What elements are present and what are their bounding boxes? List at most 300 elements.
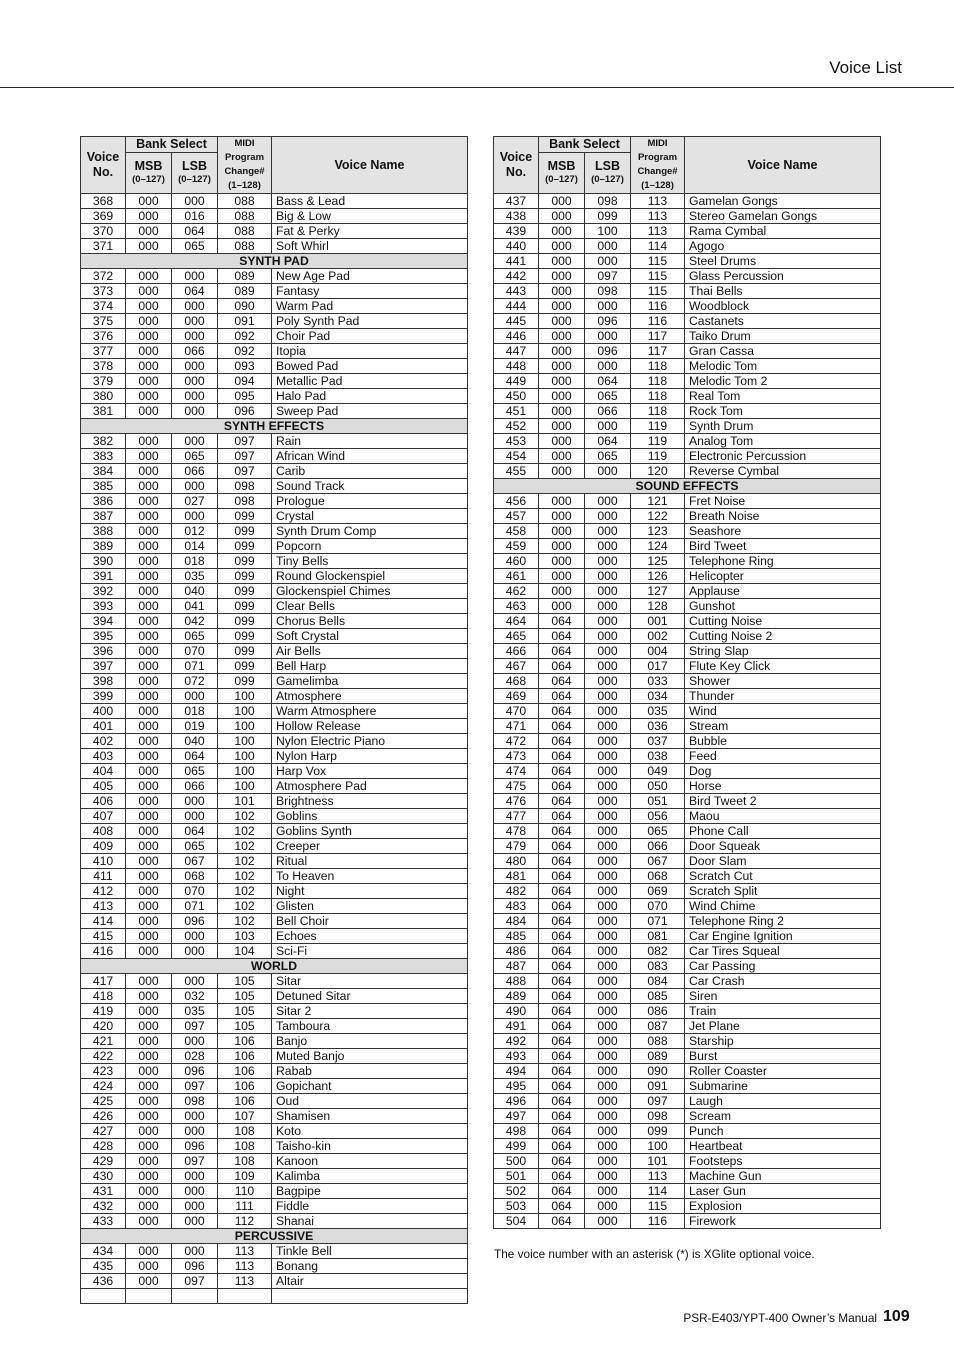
col-voice-name: Voice Name <box>685 137 881 194</box>
lsb-cell: 000 <box>585 839 631 854</box>
voice-no-cell: 491 <box>494 1019 539 1034</box>
voice-no-cell: 497 <box>494 1109 539 1124</box>
table-row <box>81 794 468 809</box>
lsb-cell: 000 <box>172 1169 218 1184</box>
msb-cell: 000 <box>126 374 172 389</box>
voice-name-cell: Atmosphere Pad <box>272 779 468 794</box>
program-cell: 088 <box>218 239 272 254</box>
program-cell: 108 <box>218 1124 272 1139</box>
msb-cell: 000 <box>539 584 585 599</box>
category-row <box>81 419 468 434</box>
voice-no-cell: 494 <box>494 1064 539 1079</box>
program-cell: 105 <box>218 989 272 1004</box>
table-row <box>81 869 468 884</box>
voice-name-cell: New Age Pad <box>272 269 468 284</box>
msb-cell: 064 <box>539 779 585 794</box>
voice-no-cell: 394 <box>81 614 126 629</box>
voice-no-cell: 480 <box>494 854 539 869</box>
program-cell: 088 <box>218 209 272 224</box>
program-cell: 119 <box>631 449 685 464</box>
table-row <box>81 1109 468 1124</box>
msb-cell: 000 <box>539 269 585 284</box>
program-cell: 115 <box>631 284 685 299</box>
voice-table-right <box>493 136 881 1229</box>
table-row <box>81 194 468 209</box>
msb-cell: 000 <box>126 299 172 314</box>
msb-cell: 064 <box>539 1139 585 1154</box>
program-cell: 089 <box>218 269 272 284</box>
msb-cell: 000 <box>539 194 585 209</box>
col-voice-name: Voice Name <box>272 137 468 194</box>
msb-label: MSB <box>547 159 576 173</box>
lsb-cell: 064 <box>585 374 631 389</box>
category-row <box>81 959 468 974</box>
msb-cell: 064 <box>539 944 585 959</box>
voice-name-cell: Dog <box>685 764 881 779</box>
voice-name-cell: Cutting Noise <box>685 614 881 629</box>
lsb-cell: 000 <box>172 299 218 314</box>
lsb-cell: 000 <box>585 584 631 599</box>
voice-no-cell: 476 <box>494 794 539 809</box>
lsb-cell: 068 <box>172 869 218 884</box>
lsb-cell: 000 <box>172 314 218 329</box>
lsb-cell: 064 <box>172 824 218 839</box>
program-cell: 101 <box>218 794 272 809</box>
program-cell: 037 <box>631 734 685 749</box>
category-row <box>81 254 468 269</box>
lsb-cell: 000 <box>585 809 631 824</box>
program-cell: 100 <box>218 749 272 764</box>
voice-no-cell: 488 <box>494 974 539 989</box>
msb-range: (0–127) <box>545 174 578 185</box>
lsb-cell: 096 <box>172 1139 218 1154</box>
program-cell: 106 <box>218 1049 272 1064</box>
program-cell: 097 <box>218 464 272 479</box>
lsb-cell: 000 <box>585 1034 631 1049</box>
voice-name-cell: Rock Tom <box>685 404 881 419</box>
table-row <box>81 1124 468 1139</box>
program-cell: 128 <box>631 599 685 614</box>
voice-no-cell: 453 <box>494 434 539 449</box>
lsb-cell: 000 <box>585 989 631 1004</box>
lsb-cell: 064 <box>172 749 218 764</box>
table-row <box>81 839 468 854</box>
lsb-cell: 000 <box>585 824 631 839</box>
voice-no-cell: 383 <box>81 449 126 464</box>
lsb-cell: 070 <box>172 884 218 899</box>
voice-name-cell: Car Crash <box>685 974 881 989</box>
voice-name-cell: Warm Atmosphere <box>272 704 468 719</box>
program-cell: 099 <box>218 644 272 659</box>
voice-no-cell: 481 <box>494 869 539 884</box>
table-row <box>494 644 881 659</box>
voice-name-cell: Shamisen <box>272 1109 468 1124</box>
category-label: SYNTH PAD <box>81 254 468 269</box>
lsb-cell: 000 <box>585 614 631 629</box>
manual-name: PSR-E403/YPT-400 Owner’s Manual <box>683 1311 877 1325</box>
table-row <box>81 599 468 614</box>
msb-cell: 064 <box>539 659 585 674</box>
lsb-cell: 065 <box>172 239 218 254</box>
table-row <box>81 464 468 479</box>
voice-no-cell: 402 <box>81 734 126 749</box>
voice-no-cell: 404 <box>81 764 126 779</box>
table-row <box>494 269 881 284</box>
col-bank-select: Bank Select <box>126 137 218 153</box>
voice-no-cell: 431 <box>81 1184 126 1199</box>
program-cell: 102 <box>218 869 272 884</box>
msb-cell: 064 <box>539 734 585 749</box>
msb-cell: 064 <box>539 899 585 914</box>
msb-cell: 000 <box>126 314 172 329</box>
table-row <box>81 914 468 929</box>
voice-name-cell: Fantasy <box>272 284 468 299</box>
program-cell: 070 <box>631 899 685 914</box>
voice-no-cell: 489 <box>494 989 539 1004</box>
msb-cell: 064 <box>539 824 585 839</box>
msb-cell: 064 <box>539 929 585 944</box>
col-lsb <box>172 153 218 194</box>
voice-no-cell: 483 <box>494 899 539 914</box>
program-cell: 096 <box>218 404 272 419</box>
msb-cell: 000 <box>126 1274 172 1289</box>
program-cell: 017 <box>631 659 685 674</box>
voice-name-cell: Machine Gun <box>685 1169 881 1184</box>
lsb-cell: 000 <box>585 689 631 704</box>
program-cell: 102 <box>218 839 272 854</box>
lsb-cell: 000 <box>585 524 631 539</box>
lsb-cell: 032 <box>172 989 218 1004</box>
msb-cell: 064 <box>539 794 585 809</box>
voice-name-cell: Heartbeat <box>685 1139 881 1154</box>
voice-no-cell: 426 <box>81 1109 126 1124</box>
lsb-cell: 000 <box>585 599 631 614</box>
voice-name-cell: Taiko Drum <box>685 329 881 344</box>
program-cell: 091 <box>218 314 272 329</box>
voice-no-cell: 499 <box>494 1139 539 1154</box>
program-cell: 104 <box>218 944 272 959</box>
voice-name-cell: Cutting Noise 2 <box>685 629 881 644</box>
voice-name-cell: Submarine <box>685 1079 881 1094</box>
voice-no-cell: 473 <box>494 749 539 764</box>
msb-cell: 000 <box>126 434 172 449</box>
lsb-cell: 000 <box>172 1109 218 1124</box>
lsb-cell: 000 <box>585 794 631 809</box>
msb-cell: 000 <box>539 299 585 314</box>
voice-name-cell: Choir Pad <box>272 329 468 344</box>
msb-cell <box>126 1289 172 1304</box>
lsb-cell: 097 <box>172 1079 218 1094</box>
voice-name-cell: Steel Drums <box>685 254 881 269</box>
program-cell: 094 <box>218 374 272 389</box>
voice-name-cell: Echoes <box>272 929 468 944</box>
table-row <box>494 719 881 734</box>
voice-name-cell: Car Tires Squeal <box>685 944 881 959</box>
table-row <box>494 389 881 404</box>
msb-cell: 000 <box>126 794 172 809</box>
msb-cell: 064 <box>539 1214 585 1229</box>
voice-no-cell: 467 <box>494 659 539 674</box>
lsb-cell: 000 <box>585 884 631 899</box>
voice-name-cell: Ritual <box>272 854 468 869</box>
program-cell: 115 <box>631 254 685 269</box>
lsb-cell: 000 <box>585 1139 631 1154</box>
voice-no-cell: 450 <box>494 389 539 404</box>
voice-no-cell: 475 <box>494 779 539 794</box>
voice-no-cell: 448 <box>494 359 539 374</box>
program-cell: 110 <box>218 1184 272 1199</box>
voice-no-cell: 470 <box>494 704 539 719</box>
program-cell: 118 <box>631 374 685 389</box>
lsb-cell: 071 <box>172 659 218 674</box>
program-cell: 105 <box>218 1004 272 1019</box>
voice-no-cell: 463 <box>494 599 539 614</box>
voice-no-cell: 396 <box>81 644 126 659</box>
program-cell: 001 <box>631 614 685 629</box>
voice-name-cell: Scream <box>685 1109 881 1124</box>
table-row <box>81 449 468 464</box>
program-cell: 069 <box>631 884 685 899</box>
voice-name-cell: Sound Track <box>272 479 468 494</box>
msb-cell: 000 <box>126 1199 172 1214</box>
msb-cell: 064 <box>539 1034 585 1049</box>
msb-cell: 000 <box>126 1259 172 1274</box>
lsb-cell: 000 <box>585 1094 631 1109</box>
lsb-cell: 000 <box>585 1004 631 1019</box>
voice-name-cell: Phone Call <box>685 824 881 839</box>
msb-cell: 000 <box>539 254 585 269</box>
table-row <box>81 719 468 734</box>
voice-no-cell: 428 <box>81 1139 126 1154</box>
msb-cell: 000 <box>539 464 585 479</box>
category-row <box>81 1229 468 1244</box>
lsb-cell: 000 <box>172 1184 218 1199</box>
table-row <box>81 1079 468 1094</box>
lsb-cell: 035 <box>172 1004 218 1019</box>
voice-no-cell: 454 <box>494 449 539 464</box>
lsb-cell: 066 <box>585 404 631 419</box>
voice-name-cell: Rain <box>272 434 468 449</box>
msb-range: (0–127) <box>132 174 165 185</box>
lsb-cell: 097 <box>172 1019 218 1034</box>
voice-name-cell: Taisho-kin <box>272 1139 468 1154</box>
msb-cell: 064 <box>539 959 585 974</box>
table-row <box>494 944 881 959</box>
msb-cell: 000 <box>126 239 172 254</box>
program-cell: 100 <box>631 1139 685 1154</box>
lsb-cell: 000 <box>172 809 218 824</box>
lsb-cell: 000 <box>585 629 631 644</box>
voice-name-cell: Goblins Synth <box>272 824 468 839</box>
table-row <box>81 1049 468 1064</box>
voice-no-cell: 451 <box>494 404 539 419</box>
msb-cell: 000 <box>126 1079 172 1094</box>
msb-cell: 000 <box>126 989 172 1004</box>
lsb-cell: 000 <box>172 929 218 944</box>
table-row <box>494 899 881 914</box>
voice-no-cell: 374 <box>81 299 126 314</box>
msb-cell: 000 <box>126 509 172 524</box>
program-cell: 049 <box>631 764 685 779</box>
program-cell: 089 <box>218 284 272 299</box>
lsb-cell: 040 <box>172 584 218 599</box>
program-cell: 086 <box>631 1004 685 1019</box>
voice-name-cell: Koto <box>272 1124 468 1139</box>
voice-name-cell: Synth Drum Comp <box>272 524 468 539</box>
lsb-cell: 099 <box>585 209 631 224</box>
voice-no-cell: 386 <box>81 494 126 509</box>
msb-cell: 000 <box>539 374 585 389</box>
program-cell: 100 <box>218 734 272 749</box>
lsb-cell: 098 <box>172 1094 218 1109</box>
table-row <box>494 839 881 854</box>
voice-name-cell: String Slap <box>685 644 881 659</box>
msb-cell: 000 <box>126 1034 172 1049</box>
program-cell: 112 <box>218 1214 272 1229</box>
lsb-cell: 000 <box>585 674 631 689</box>
voice-name-cell: Hollow Release <box>272 719 468 734</box>
voice-name-cell: Clear Bells <box>272 599 468 614</box>
msb-cell: 000 <box>126 194 172 209</box>
program-cell: 099 <box>218 674 272 689</box>
lsb-cell: 000 <box>585 509 631 524</box>
msb-cell: 064 <box>539 839 585 854</box>
voice-name-cell: Agogo <box>685 239 881 254</box>
table-row <box>81 1184 468 1199</box>
msb-cell: 000 <box>126 734 172 749</box>
program-cell: 093 <box>218 359 272 374</box>
program-cell: 051 <box>631 794 685 809</box>
voice-name-cell: Roller Coaster <box>685 1064 881 1079</box>
lsb-cell: 065 <box>172 764 218 779</box>
program-cell: 106 <box>218 1079 272 1094</box>
voice-no-cell: 501 <box>494 1169 539 1184</box>
voice-name-cell: Popcorn <box>272 539 468 554</box>
msb-cell: 000 <box>126 599 172 614</box>
col-midi-program: MIDI Program Change# (1–128) <box>218 137 272 194</box>
table-row <box>494 614 881 629</box>
table-row <box>81 1139 468 1154</box>
voice-name-cell: Muted Banjo <box>272 1049 468 1064</box>
table-row <box>494 629 881 644</box>
lsb-cell: 000 <box>585 1109 631 1124</box>
program-cell: 124 <box>631 539 685 554</box>
voice-no-cell: 456 <box>494 494 539 509</box>
voice-no-cell: 413 <box>81 899 126 914</box>
msb-cell: 064 <box>539 1094 585 1109</box>
msb-cell: 000 <box>126 404 172 419</box>
voice-no-cell: 478 <box>494 824 539 839</box>
lsb-cell <box>172 1289 218 1304</box>
voice-no-cell: 429 <box>81 1154 126 1169</box>
table-row <box>81 389 468 404</box>
voice-name-cell: Bowed Pad <box>272 359 468 374</box>
voice-no-cell: 477 <box>494 809 539 824</box>
voice-no-cell: 409 <box>81 839 126 854</box>
voice-no-cell: 443 <box>494 284 539 299</box>
voice-name-cell: Electronic Percussion <box>685 449 881 464</box>
table-row <box>81 329 468 344</box>
lsb-cell: 018 <box>172 554 218 569</box>
voice-name-cell: Bonang <box>272 1259 468 1274</box>
program-cell: 066 <box>631 839 685 854</box>
table-row <box>81 974 468 989</box>
table-row <box>81 359 468 374</box>
voice-no-cell: 376 <box>81 329 126 344</box>
lsb-cell: 000 <box>585 1214 631 1229</box>
voice-no-cell: 430 <box>81 1169 126 1184</box>
msb-cell: 064 <box>539 629 585 644</box>
voice-name-cell: Bell Choir <box>272 914 468 929</box>
lsb-cell: 000 <box>172 329 218 344</box>
program-cell: 090 <box>631 1064 685 1079</box>
lsb-cell: 066 <box>172 779 218 794</box>
voice-name-cell: Door Squeak <box>685 839 881 854</box>
voice-name-cell: Harp Vox <box>272 764 468 779</box>
voice-name-cell: Soft Whirl <box>272 239 468 254</box>
voice-no-cell: 414 <box>81 914 126 929</box>
voice-no-cell: 502 <box>494 1184 539 1199</box>
program-cell: 109 <box>218 1169 272 1184</box>
voice-no-cell: 458 <box>494 524 539 539</box>
msb-cell: 000 <box>539 344 585 359</box>
voice-no-cell: 379 <box>81 374 126 389</box>
table-row <box>81 1214 468 1229</box>
voice-no-cell: 378 <box>81 359 126 374</box>
msb-cell: 000 <box>126 1004 172 1019</box>
program-cell: 099 <box>631 1124 685 1139</box>
voice-no-cell: 392 <box>81 584 126 599</box>
voice-name-cell: Kanoon <box>272 1154 468 1169</box>
table-row <box>494 1079 881 1094</box>
voice-name-cell: Telephone Ring <box>685 554 881 569</box>
voice-name-cell: Thunder <box>685 689 881 704</box>
program-cell: 089 <box>631 1049 685 1064</box>
voice-no-cell: 420 <box>81 1019 126 1034</box>
table-row <box>81 1019 468 1034</box>
voice-name-cell: Footsteps <box>685 1154 881 1169</box>
lsb-cell: 000 <box>172 944 218 959</box>
voice-name-cell: Prologue <box>272 494 468 509</box>
program-cell: 107 <box>218 1109 272 1124</box>
voice-name-cell: Bell Harp <box>272 659 468 674</box>
table-row <box>494 734 881 749</box>
lsb-cell: 000 <box>585 719 631 734</box>
msb-cell: 000 <box>539 434 585 449</box>
program-cell: 126 <box>631 569 685 584</box>
program-cell: 119 <box>631 419 685 434</box>
program-cell: 101 <box>631 1154 685 1169</box>
program-cell: 088 <box>218 194 272 209</box>
voice-name-cell: Itopia <box>272 344 468 359</box>
voice-no-cell: 465 <box>494 629 539 644</box>
lsb-cell: 096 <box>172 914 218 929</box>
table-row <box>81 314 468 329</box>
table-row <box>494 959 881 974</box>
voice-name-cell: Glisten <box>272 899 468 914</box>
program-cell: 068 <box>631 869 685 884</box>
voice-name-cell: Castanets <box>685 314 881 329</box>
voice-name-cell: Kalimba <box>272 1169 468 1184</box>
lsb-cell: 065 <box>585 389 631 404</box>
lsb-cell: 000 <box>585 1019 631 1034</box>
table-row <box>81 584 468 599</box>
msb-cell: 000 <box>539 494 585 509</box>
msb-cell: 000 <box>126 1244 172 1259</box>
msb-cell: 064 <box>539 1079 585 1094</box>
program-cell: 004 <box>631 644 685 659</box>
lsb-cell: 096 <box>585 344 631 359</box>
